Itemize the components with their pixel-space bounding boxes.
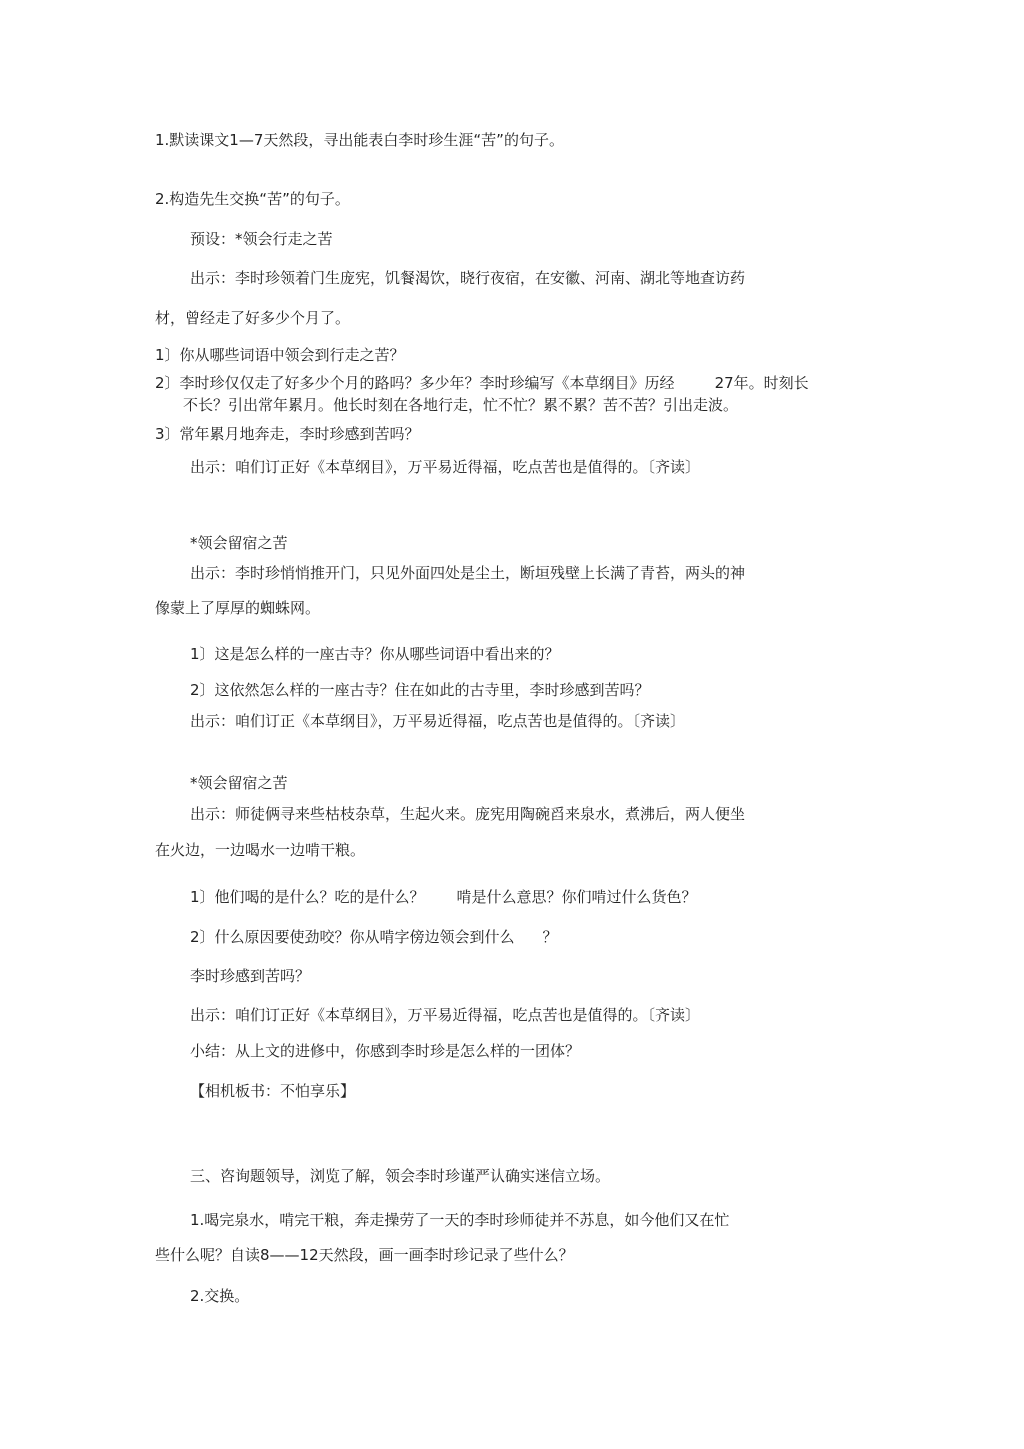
section-three-task-2: 2.交换。	[190, 1287, 250, 1305]
question-3: 3〕常年累月地奔走，李时珍感到苦吗？	[155, 425, 420, 443]
section-three-heading: 三、咨询题领导，浏览了解，领会李时珍谨严认确实迷信立场。	[190, 1167, 611, 1185]
food-question-3: 李时珍感到苦吗？	[190, 967, 311, 985]
food-question-1b: 啃是什么意思？你们啃过什么货色？	[456, 888, 697, 906]
question-2-text: 2〕李时珍仅仅走了好多少个月的路吗？多少年？李时珍编写《本草纲目》历经	[155, 374, 675, 392]
question-2-cont: 不长？引出常年累月。他长时刻在各地行走，忙不忙？累不累？苦不苦？引出走波。	[183, 396, 739, 414]
question-1: 1〕你从哪些词语中领会到行走之苦？	[155, 346, 405, 364]
preset-walking: 预设：*领会行走之苦	[190, 230, 333, 248]
question-2-years: 27年。时刻长	[714, 374, 809, 392]
lodging-question-1: 1〕这是怎么样的一座古寺？你从哪些词语中看出来的？	[190, 645, 560, 663]
food-question-2b: ？	[542, 928, 558, 946]
quote-lodging-2: 像蒙上了厚厚的蜘蛛网。	[155, 599, 321, 617]
task-2: 2.构造先生交换“苦”的句子。	[155, 190, 350, 208]
section-lodging-1: *领会留宿之苦	[190, 534, 288, 552]
quote-food-2: 在火边，一边喝水一边啃干粮。	[155, 841, 366, 859]
quote-walking-1: 出示：李时珍领着门生庞宪，饥餐渴饮，晓行夜宿，在安徽、河南、湖北等地查访药	[190, 269, 746, 287]
food-question-2a: 2〕什么原因要使劲咬？你从啃字傍边领会到什么	[190, 928, 515, 946]
task-1: 1.默读课文1—7天然段，寻出能表白李时珍生涯“苦”的句子。	[155, 131, 564, 149]
quote-food-1: 出示：师徒俩寻来些枯枝杂草，生起火来。庞宪用陶碗舀来泉水，煮沸后，两人便坐	[190, 805, 746, 823]
quote-lodging-1: 出示：李时珍悄悄推开门，只见外面四处是尘土，断垣残壁上长满了青苔，两头的神	[190, 564, 746, 582]
quote-read-2: 出示：咱们订正《本草纲目》，万平易近得福，吃点苦也是值得的。〔齐读〕	[190, 712, 686, 730]
section-three-task-1: 1.喝完泉水，啃完干粮，奔走操劳了一天的李时珍师徒并不苏息，如今他们又在忙	[190, 1211, 730, 1229]
lodging-question-2: 2〕这依然怎么样的一座古寺？住在如此的古寺里，李时珍感到苦吗？	[190, 681, 650, 699]
food-question-1a: 1〕他们喝的是什么？吃的是什么？	[190, 888, 425, 906]
quote-walking-2: 材，曾经走了好多少个月了。	[155, 309, 351, 327]
food-question-2	[190, 927, 558, 947]
summary: 小结：从上文的进修中，你感到李时珍是怎么样的一团体？	[190, 1042, 581, 1060]
section-three-task-1-cont: 些什么呢？自读8——12天然段，画一画李时珍记录了些什么？	[155, 1246, 574, 1264]
question-2	[155, 373, 809, 393]
board-note: 【相机板书：不怕享乐】	[190, 1082, 356, 1100]
quote-read-3: 出示：咱们订正好《本草纲目》，万平易近得福，吃点苦也是值得的。〔齐读〕	[190, 1006, 701, 1024]
food-question-1	[190, 887, 697, 907]
section-lodging-2: *领会留宿之苦	[190, 774, 288, 792]
quote-read-1: 出示：咱们订正好《本草纲目》，万平易近得福，吃点苦也是值得的。〔齐读〕	[190, 458, 701, 476]
